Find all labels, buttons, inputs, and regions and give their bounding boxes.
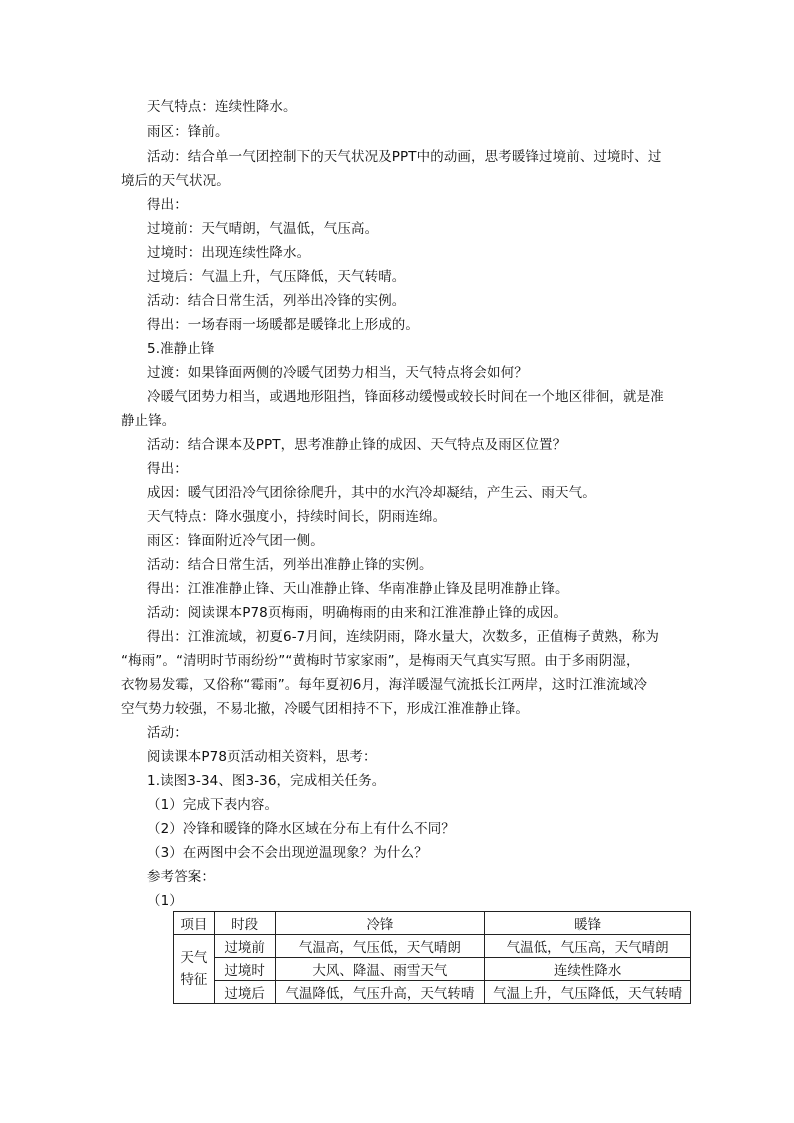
answer-table: [173, 911, 691, 1004]
paragraph-line: 天气特点：降水强度小，持续时间长，阴雨连绵。: [147, 509, 447, 525]
paragraph-line: 空气势力较强，不易北撤，冷暖气团相持不下，形成江淮准静止锋。: [121, 701, 529, 717]
table-row: [174, 935, 691, 958]
paragraph-line: （2）冷锋和暖锋的降水区域在分布上有什么不同？: [147, 821, 455, 837]
paragraph-line: 1.读图3-34、图3-36，完成相关任务。: [147, 773, 386, 789]
paragraph-line: 得出：: [147, 197, 188, 213]
table-cell: 气温降低，气压升高，天气转晴: [275, 981, 485, 1004]
table-cell: 气温高，气压低，天气晴朗: [275, 935, 485, 958]
paragraph-line: 得出：一场春雨一场暖都是暖锋北上形成的。: [147, 317, 419, 333]
paragraph-line: 成因：暖气团沿冷气团徐徐爬升，其中的水汽冷却凝结，产生云、雨天气。: [147, 485, 596, 501]
table-cell: 连续性降水: [485, 958, 691, 981]
paragraph-line: （1）: [147, 893, 183, 909]
paragraph-line: 阅读课本P78页活动相关资料，思考：: [147, 749, 377, 765]
paragraph-line: 得出：江淮准静止锋、天山准静止锋、华南准静止锋及昆明准静止锋。: [147, 581, 569, 597]
table-cell: 过境后: [214, 981, 275, 1004]
table-cell: 气温上升，气压降低，天气转晴: [485, 981, 691, 1004]
paragraph-line: （3）在两图中会不会出现逆温现象？为什么？: [147, 845, 428, 861]
paragraph-line: 活动：结合日常生活，列举出冷锋的实例。: [147, 293, 406, 309]
paragraph-line: 活动：结合课本及PPT，思考准静止锋的成因、天气特点及雨区位置？: [147, 437, 567, 453]
table-row: [174, 958, 691, 981]
paragraph-line: 活动：: [147, 725, 188, 741]
paragraph-line: （1）完成下表内容。: [147, 797, 279, 813]
table-header-row: [174, 912, 691, 935]
table-row: [174, 981, 691, 1004]
paragraph-line: 静止锋。: [121, 413, 176, 429]
paragraph-line: 过境后：气温上升，气压降低，天气转晴。: [147, 269, 406, 285]
table-cell: 气温低，气压高，天气晴朗: [485, 935, 691, 958]
table-cell: 过境时: [214, 958, 275, 981]
paragraph-line: 活动：结合日常生活，列举出准静止锋的实例。: [147, 557, 433, 573]
paragraph-line: 雨区：锋面附近冷气团一侧。: [147, 533, 324, 549]
table-header-cell: 项目: [174, 912, 215, 935]
paragraph-line: 活动：结合单一气团控制下的天气状况及PPT中的动画，思考暖锋过境前、过境时、过: [147, 149, 662, 165]
paragraph-line: 活动：阅读课本P78页梅雨，明确梅雨的由来和江淮准静止锋的成因。: [147, 605, 568, 621]
row-group-label-line: 天气: [180, 950, 208, 966]
table-cell: 过境前: [214, 935, 275, 958]
paragraph-line: 天气特点：连续性降水。: [147, 99, 297, 115]
table-header-cell: 暖锋: [485, 912, 691, 935]
paragraph-line: 参考答案：: [147, 869, 215, 885]
paragraph-line: 雨区：锋前。: [147, 124, 229, 140]
table-cell: 大风、降温、雨雪天气: [275, 958, 485, 981]
paragraph-line: 过境前：天气晴朗，气温低，气压高。: [147, 221, 379, 237]
table-header-cell: 冷锋: [275, 912, 485, 935]
paragraph-line: 衣物易发霉，又俗称“霉雨”。每年夏初6月，海洋暖湿气流抵长江两岸，这时江淮流域冷: [121, 677, 648, 693]
paragraph-line: 过渡：如果锋面两侧的冷暖气团势力相当，天气特点将会如何？: [147, 365, 528, 381]
paragraph-line: “梅雨”。“清明时节雨纷纷”“黄梅时节家家雨”，是梅雨天气真实写照。由于多雨阴湿，: [121, 653, 640, 669]
paragraph-line: 境后的天气状况。: [121, 173, 230, 189]
paragraph-line: 冷暖气团势力相当，或遇地形阻挡，锋面移动缓慢或较长时间在一个地区徘徊，就是准: [147, 389, 664, 405]
paragraph-line: 得出：: [147, 461, 188, 477]
row-group-label: [174, 935, 215, 1004]
paragraph-line: 过境时：出现连续性降水。: [147, 245, 311, 261]
section-heading: 5.准静止锋: [147, 341, 215, 357]
paragraph-line: 得出：江淮流域，初夏6-7月间，连续阴雨，降水量大，次数多，正值梅子黄熟，称为: [147, 629, 659, 645]
row-group-label-line: 特征: [180, 972, 208, 988]
table-header-cell: 时段: [214, 912, 275, 935]
